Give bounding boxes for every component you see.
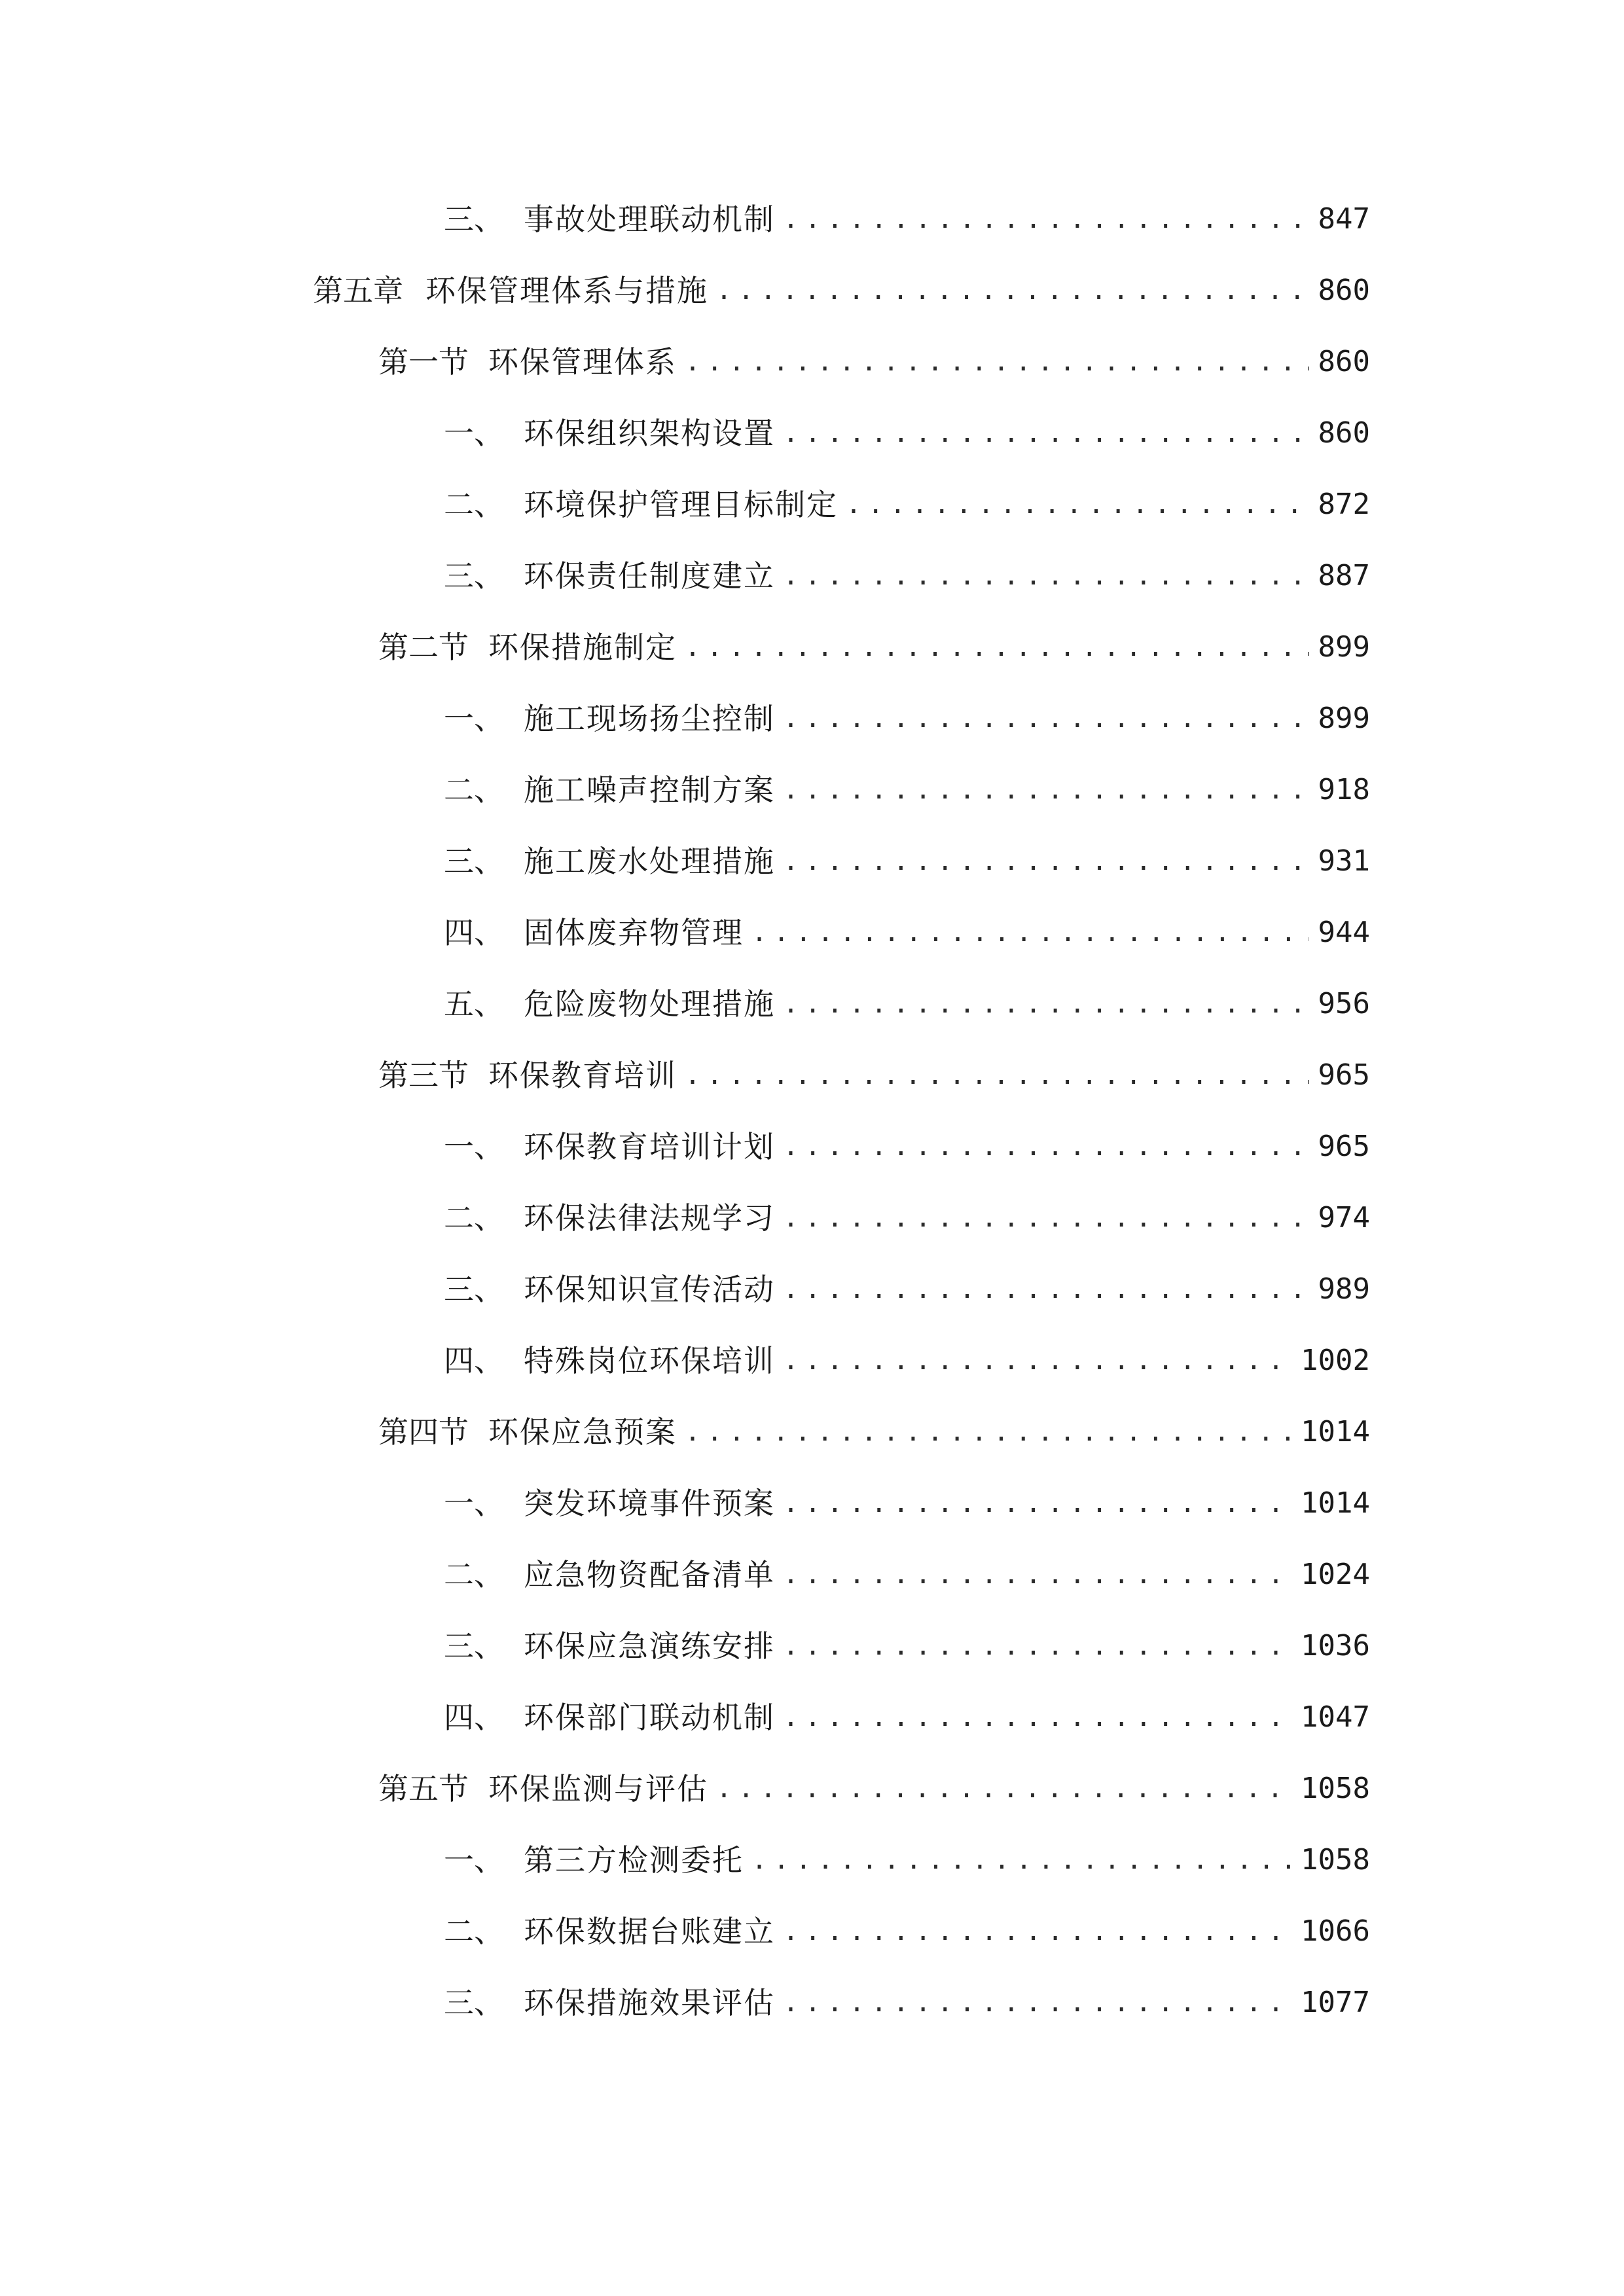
dot-leader — [783, 1545, 1291, 1604]
dot-leader — [716, 261, 1309, 320]
toc-item[interactable] — [444, 689, 1370, 748]
toc-item[interactable] — [444, 1902, 1370, 1961]
toc-section-number: 第五节 — [378, 1771, 469, 1806]
toc-item-title: 环保知识宣传活动 — [524, 1272, 775, 1307]
toc-page-number: 899 — [1318, 702, 1370, 735]
toc-page-number: 860 — [1318, 416, 1370, 450]
toc-item[interactable] — [444, 1545, 1370, 1604]
dot-leader — [783, 190, 1309, 249]
toc-page-number: 1047 — [1301, 1700, 1370, 1734]
toc-item[interactable] — [444, 1189, 1370, 1247]
toc-section-number: 第四节 — [378, 1414, 469, 1450]
toc-item[interactable] — [444, 1617, 1370, 1676]
toc-section-number: 第一节 — [378, 344, 469, 380]
toc-item-number: 三、 — [444, 844, 504, 879]
toc-chapter-title: 环保管理体系与措施 — [425, 273, 708, 308]
toc-page-number: 1066 — [1301, 1914, 1370, 1948]
toc-item-title: 环保法律法规学习 — [524, 1200, 775, 1236]
dot-leader — [685, 618, 1309, 677]
dot-leader — [783, 689, 1309, 748]
dot-leader — [783, 1617, 1291, 1676]
toc-item[interactable] — [444, 404, 1370, 463]
toc-section-number: 第三节 — [378, 1058, 469, 1093]
dot-leader — [783, 761, 1309, 819]
toc-page-number: 956 — [1318, 987, 1370, 1020]
toc-item[interactable] — [444, 975, 1370, 1033]
toc-page-number: 860 — [1318, 274, 1370, 307]
toc-section[interactable] — [378, 1046, 1370, 1105]
dot-leader — [783, 1902, 1291, 1961]
toc-page-number: 944 — [1318, 916, 1370, 949]
toc-page-number: 887 — [1318, 559, 1370, 592]
dot-leader — [783, 1688, 1291, 1747]
toc-item-number: 三、 — [444, 202, 504, 237]
toc-section[interactable] — [378, 1403, 1370, 1462]
dot-leader — [716, 1759, 1291, 1818]
toc-item-number: 一、 — [444, 1129, 504, 1164]
dot-leader — [751, 1831, 1291, 1890]
dot-leader — [783, 832, 1309, 891]
toc-item-number: 三、 — [444, 1628, 504, 1664]
dot-leader — [783, 1260, 1309, 1319]
toc-item-title: 固体废弃物管理 — [524, 915, 744, 950]
dot-leader — [846, 475, 1309, 534]
toc-item-title: 环保教育培训计划 — [524, 1129, 775, 1164]
toc-item[interactable] — [444, 1688, 1370, 1747]
toc-section[interactable] — [378, 332, 1370, 391]
toc-item-number: 三、 — [444, 1985, 504, 2020]
toc-item[interactable] — [444, 1831, 1370, 1890]
toc-item-title: 环保责任制度建立 — [524, 558, 775, 594]
toc-page-number: 1014 — [1301, 1415, 1370, 1448]
dot-leader — [685, 1403, 1291, 1462]
dot-leader — [783, 547, 1309, 605]
toc-item-number: 四、 — [444, 1343, 504, 1378]
toc-item-number: 一、 — [444, 416, 504, 451]
toc-item-title: 环保部门联动机制 — [524, 1700, 775, 1735]
toc-section[interactable] — [378, 618, 1370, 677]
toc-page-number: 872 — [1318, 488, 1370, 521]
toc-section-title: 环保措施制定 — [488, 630, 677, 665]
toc-item-title: 突发环境事件预案 — [524, 1486, 775, 1521]
toc-item-number: 五、 — [444, 986, 504, 1022]
toc-item[interactable] — [444, 1474, 1370, 1533]
toc-item-number: 二、 — [444, 772, 504, 808]
toc-item-title: 环境保护管理目标制定 — [524, 487, 838, 522]
toc-item[interactable] — [444, 903, 1370, 962]
dot-leader — [783, 1331, 1291, 1390]
toc-item-title: 事故处理联动机制 — [524, 202, 775, 237]
toc-section-title: 环保管理体系 — [488, 344, 677, 380]
toc-section-number: 第二节 — [378, 630, 469, 665]
dot-leader — [685, 332, 1309, 391]
toc-page-number: 1024 — [1301, 1558, 1370, 1591]
toc-item-title: 施工废水处理措施 — [524, 844, 775, 879]
toc-page-number: 860 — [1318, 345, 1370, 378]
toc-item-title: 第三方检测委托 — [524, 1842, 744, 1878]
toc-item-number: 二、 — [444, 1914, 504, 1949]
toc-section-title: 环保教育培训 — [488, 1058, 677, 1093]
toc-page-number: 1036 — [1301, 1629, 1370, 1662]
toc-item[interactable] — [444, 1117, 1370, 1176]
toc-item-number: 二、 — [444, 1557, 504, 1592]
dot-leader — [783, 404, 1309, 463]
toc-item-title: 环保应急演练安排 — [524, 1628, 775, 1664]
dot-leader — [685, 1046, 1309, 1105]
toc-page-number: 1058 — [1301, 1843, 1370, 1876]
toc-page-number: 1002 — [1301, 1344, 1370, 1377]
toc-item-title: 环保组织架构设置 — [524, 416, 775, 451]
toc-item-number: 四、 — [444, 1700, 504, 1735]
toc-item-title: 环保措施效果评估 — [524, 1985, 775, 2020]
toc-item[interactable] — [444, 1331, 1370, 1390]
dot-leader — [783, 1973, 1291, 2032]
toc-item[interactable] — [444, 190, 1370, 249]
toc-section[interactable] — [378, 1759, 1370, 1818]
toc-chapter-number: 第五章 — [313, 273, 403, 308]
toc-item-title: 特殊岗位环保培训 — [524, 1343, 775, 1378]
toc-item-title: 施工噪声控制方案 — [524, 772, 775, 808]
toc-item[interactable] — [444, 761, 1370, 819]
toc-item-number: 三、 — [444, 1272, 504, 1307]
toc-page-number: 965 — [1318, 1130, 1370, 1163]
toc-item-number: 三、 — [444, 558, 504, 594]
toc-chapter[interactable] — [313, 261, 1370, 320]
toc-item-number: 一、 — [444, 1842, 504, 1878]
toc-item[interactable] — [444, 547, 1370, 605]
toc-item-number: 四、 — [444, 915, 504, 950]
dot-leader — [783, 1474, 1291, 1533]
toc-item-title: 施工现场扬尘控制 — [524, 701, 775, 736]
toc-section-title: 环保监测与评估 — [488, 1771, 708, 1806]
toc-page-number: 965 — [1318, 1058, 1370, 1092]
dot-leader — [783, 975, 1309, 1033]
dot-leader — [751, 903, 1309, 962]
toc-page-number: 1058 — [1301, 1772, 1370, 1805]
toc-item-number: 一、 — [444, 701, 504, 736]
dot-leader — [783, 1117, 1309, 1176]
toc-page-number: 931 — [1318, 844, 1370, 878]
toc-item[interactable] — [444, 1973, 1370, 2032]
toc-item[interactable] — [444, 475, 1370, 534]
toc-item-number: 二、 — [444, 487, 504, 522]
toc-page-number: 1014 — [1301, 1486, 1370, 1520]
toc-section-title: 环保应急预案 — [488, 1414, 677, 1450]
toc-item[interactable] — [444, 1260, 1370, 1319]
toc-page-number: 989 — [1318, 1272, 1370, 1306]
toc-page-number: 1077 — [1301, 1986, 1370, 2019]
toc-item-title: 环保数据台账建立 — [524, 1914, 775, 1949]
toc-page-number: 974 — [1318, 1201, 1370, 1234]
toc-item-number: 二、 — [444, 1200, 504, 1236]
toc-item-title: 应急物资配备清单 — [524, 1557, 775, 1592]
toc-item[interactable] — [444, 832, 1370, 891]
toc-page-number: 847 — [1318, 202, 1370, 236]
toc-item-title: 危险废物处理措施 — [524, 986, 775, 1022]
toc-page-number: 918 — [1318, 773, 1370, 806]
toc-page-number: 899 — [1318, 630, 1370, 664]
toc-item-number: 一、 — [444, 1486, 504, 1521]
dot-leader — [783, 1189, 1309, 1247]
